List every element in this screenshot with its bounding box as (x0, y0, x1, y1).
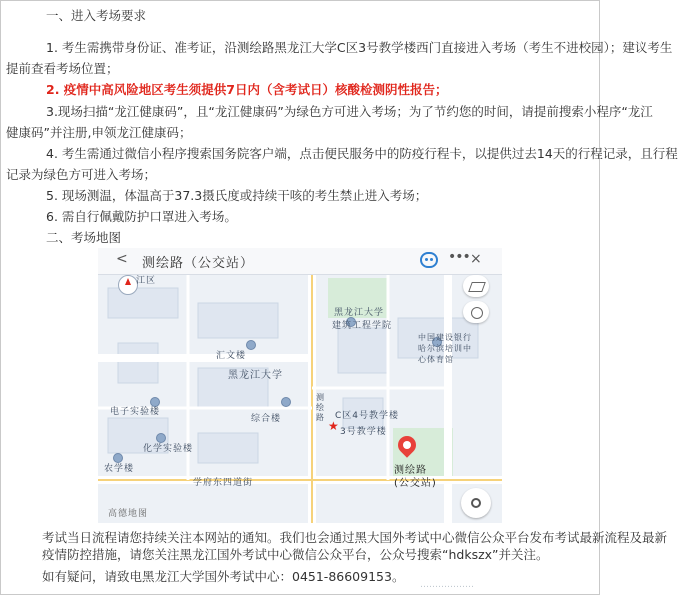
section-title-map: 二、考场地图 (46, 230, 122, 245)
exam-site-map[interactable] (98, 248, 502, 523)
map-top-bar (98, 248, 502, 275)
map-label-cehuilu-vertical: 测绘路 (316, 393, 325, 422)
traffic-icon (471, 307, 483, 319)
locate-button[interactable] (461, 488, 491, 518)
requirement-2-highlight: 2. 疫情中高风险地区考生须提供7日内（含考试日）核酸检测阴性报告； (46, 82, 448, 97)
map-label-huaxue: 化学实验楼 (143, 444, 194, 454)
layers-button[interactable] (463, 275, 489, 297)
compass-icon[interactable] (118, 275, 138, 295)
contact-info: 如有疑问，请致电黑龙江大学国外考试中心：0451-86609153。 (42, 569, 405, 584)
more-menu-button[interactable]: ••• (448, 249, 470, 265)
map-label-bank3: 心体育馆 (418, 355, 454, 364)
map-label-heida-c: 黑龙江大学 (334, 308, 385, 318)
requirement-4-line2: 记录为绿色方可进入考场； (6, 167, 157, 182)
map-label-stop-sub: (公交站) (394, 478, 437, 489)
requirement-1-line2: 提前查看考场位置； (6, 61, 119, 76)
map-background (98, 248, 502, 523)
close-button[interactable]: × (470, 251, 482, 267)
requirement-1-line1: 1. 考生需携带身份证、准考证，沿测绘路黑龙江大学C区3号教学楼西门直接进入考场（考生不进校园）；建议考生 (46, 40, 673, 55)
map-label-nongxue: 农学楼 (104, 464, 135, 474)
requirement-5: 5. 现场测温，体温高于37.3摄氏度或持续干咳的考生禁止进入考场； (46, 188, 428, 203)
map-label-stop-name: 测绘路 (394, 465, 427, 476)
map-label-teaching4: C区4号教学楼 (335, 411, 400, 421)
map-title: 测绘路（公交站） (142, 256, 255, 271)
map-brand-logo: 高德地图 (108, 509, 149, 519)
map-label-teaching3: 3号教学楼 (340, 427, 387, 437)
requirement-3-line2: 健康码”并注册,申领龙江健康码； (6, 125, 192, 140)
map-label-heida: 黑龙江大学 (228, 370, 283, 381)
map-label-huiwen: 汇文楼 (216, 351, 247, 361)
cropped-footer-fragment: ……………… (420, 580, 474, 590)
requirement-6: 6. 需自行佩戴防护口罩进入考场。 (46, 209, 237, 224)
map-label-xuefu-road: 学府东四道街 (193, 478, 254, 488)
notice-line2: 疫情防控措施，请您关注黑龙江国外考试中心微信公众平台，公众号搜索“hdkszx”并关注。 (42, 547, 549, 562)
poi-marker[interactable] (246, 340, 256, 350)
notice-line1: 考试当日流程请您持续关注本网站的通知。我们也会通过黑大国外考试中心微信公众平台发布考试最新流程及最新 (42, 530, 668, 545)
poi-marker[interactable] (281, 397, 291, 407)
section-title-requirements: 一、进入考场要求 (46, 8, 147, 23)
traffic-button[interactable] (463, 301, 489, 323)
map-label-bank2: 哈尔滨培训中 (418, 344, 472, 353)
exam-site-star-icon[interactable]: ★ (328, 419, 339, 433)
requirement-3-line1: 3.现场扫描“龙江健康码”，且“龙江健康码”为绿色方可进入考场；为了节约您的时间，请提前搜索小程序“龙江 (46, 104, 653, 119)
map-label-district: 江区 (136, 276, 157, 286)
requirement-4-line1: 4. 考生需通过微信小程序搜索国务院客户端，点击便民服务中的防疫行程卡，以提供过去14天的行程记录，且行程 (46, 146, 678, 161)
layers-icon (468, 282, 486, 292)
locate-icon (471, 498, 481, 508)
map-label-dianzi: 电子实验楼 (110, 407, 161, 417)
map-label-jianyuan: 建筑工程学院 (332, 321, 393, 331)
map-label-zonghe: 综合楼 (251, 414, 282, 424)
map-label-bank1: 中国建设银行 (418, 333, 472, 342)
back-button[interactable]: < (116, 251, 128, 267)
assistant-robot-icon[interactable] (420, 252, 438, 268)
